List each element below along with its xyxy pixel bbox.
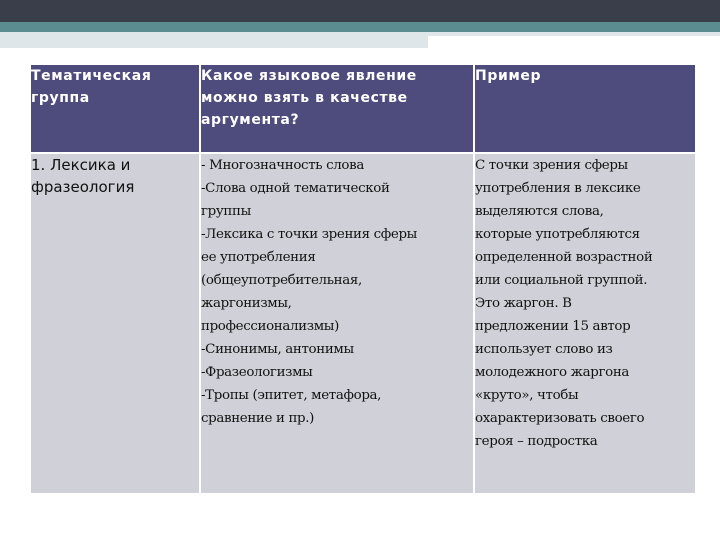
example-line: выделяются слова,	[475, 204, 604, 219]
phenomenon-line: сравнение и пр.)	[201, 411, 315, 426]
phenomenon-line: группы	[201, 204, 251, 219]
example-line: Это жаргон. В	[475, 296, 572, 311]
phenomenon-line: - Многозначность слова	[201, 158, 364, 173]
table-header-row	[31, 65, 695, 153]
header-thematic-group: Тематическая группа	[31, 65, 200, 153]
phenomenon-line: жаргонизмы,	[201, 296, 292, 311]
example-line: которые употребляются	[475, 227, 640, 242]
phenomenon-line: (общеупотребительная,	[201, 273, 362, 288]
header-language-phenomenon: Какое языковое явление можно взять в качестве аргумента?	[200, 65, 474, 153]
example-line: определенной возрастной	[475, 250, 653, 265]
top-teal-band	[0, 22, 720, 32]
cell-language-phenomena	[200, 153, 474, 493]
table-row	[31, 153, 695, 493]
phenomenon-line: ее употребления	[201, 250, 316, 265]
example-line: употребления в лексике	[475, 181, 641, 196]
example-line: С точки зрения сферы	[475, 158, 628, 173]
cell-example	[474, 153, 695, 493]
phenomenon-line: -Слова одной тематической	[201, 181, 390, 196]
header-example: Пример	[474, 65, 695, 153]
example-line: героя – подростка	[475, 434, 598, 449]
top-light-band-thin	[428, 32, 720, 36]
phenomenon-line: -Тропы (эпитет, метафора,	[201, 388, 382, 403]
example-line: или социальной группой.	[475, 273, 648, 288]
cell-thematic-group: 1. Лексика и фразеология	[31, 153, 200, 493]
example-line: охарактеризовать своего	[475, 411, 645, 426]
example-line: использует слово из	[475, 342, 613, 357]
phenomenon-line: -Лексика с точки зрения сферы	[201, 227, 417, 242]
phenomenon-line: -Фразеологизмы	[201, 365, 313, 380]
example-line: «круто», чтобы	[475, 388, 579, 403]
phenomenon-line: профессионализмы)	[201, 319, 339, 334]
phenomenon-line: -Синонимы, антонимы	[201, 342, 354, 357]
example-line: молодежного жаргона	[475, 365, 630, 380]
top-dark-band	[0, 0, 720, 22]
top-light-band	[0, 32, 428, 48]
argument-table	[31, 65, 695, 493]
example-line: предложении 15 автор	[475, 319, 631, 334]
